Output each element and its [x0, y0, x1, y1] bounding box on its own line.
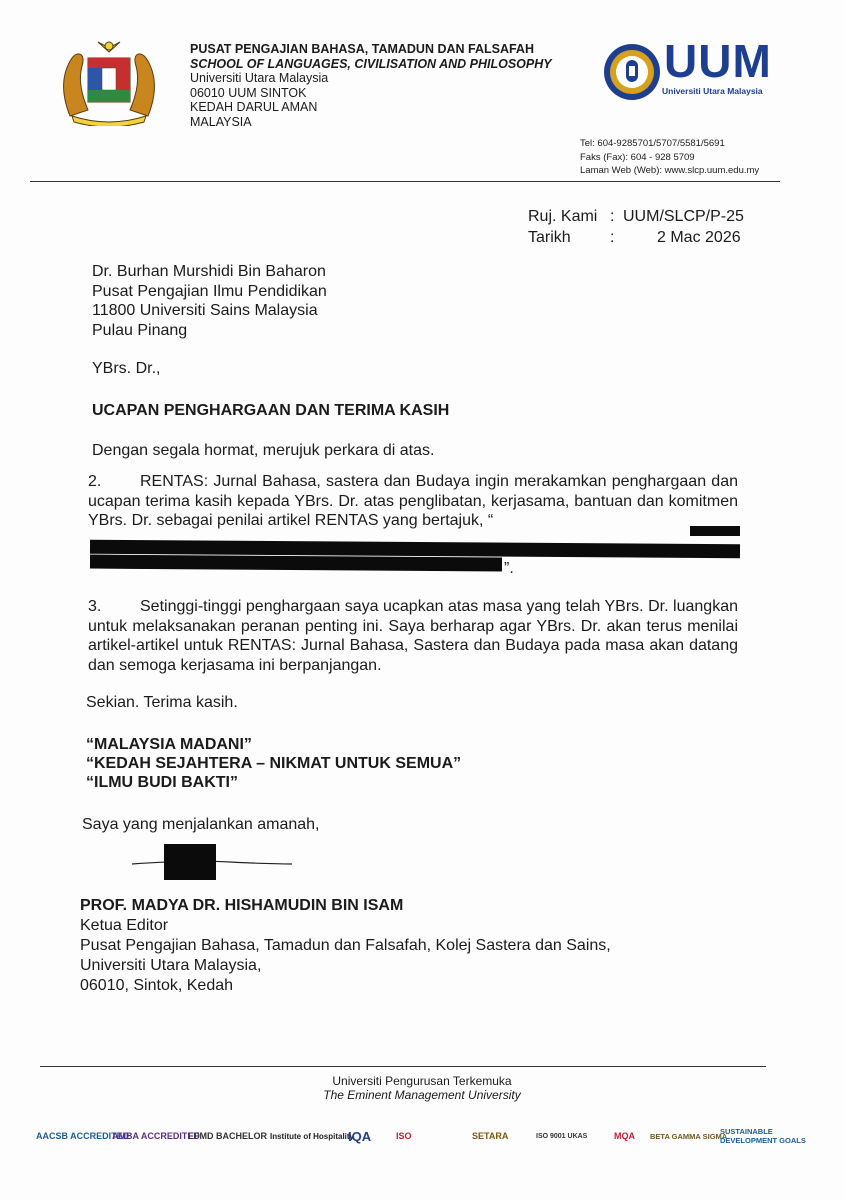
- ref-value: UUM/SLCP/P-25: [623, 208, 744, 225]
- accreditation-logos: [32, 1114, 818, 1164]
- org-address-line: MALAYSIA: [190, 114, 252, 129]
- letter-subject: UCAPAN PENGHARGAAN DAN TERIMA KASIH: [92, 402, 450, 419]
- date-label: Tarikh: [528, 229, 571, 246]
- ref-label: Ruj. Kami: [528, 208, 598, 225]
- recipient-line: 11800 Universiti Sains Malaysia: [92, 302, 318, 319]
- letterhead-organization: [190, 42, 552, 130]
- salutation: YBrs. Dr.,: [92, 360, 161, 377]
- website: Laman Web (Web): www.slcp.uum.edu.my: [580, 165, 760, 177]
- recipient-line: Dr. Burhan Murshidi Bin Baharon: [92, 263, 326, 280]
- slogan: “MALAYSIA MADANI”: [86, 736, 252, 753]
- footer-tagline: [0, 1074, 844, 1102]
- recipient-address: [92, 262, 327, 340]
- paragraph-text: RENTAS: Jurnal Bahasa, sastera dan Budaya ingin merakamkan penghargaan dan ucapan terima kasih kepada YBrs. Dr. atas penglibatan, kerjasama, bantuan dan komitmen YBrs. Dr. sebagai penilai artikel RENTAS yang bertajuk, “: [88, 473, 738, 529]
- org-address-line: KEDAH DARUL AMAN: [190, 100, 318, 115]
- signer-address-line: 06010, Sintok, Kedah: [80, 977, 234, 994]
- uum-wordmark: UUM: [664, 35, 772, 87]
- slogan: “KEDAH SEJAHTERA – NIKMAT UNTUK SEMUA”: [86, 755, 462, 772]
- paragraph-number: 3.: [88, 598, 102, 615]
- contact-info: [580, 137, 759, 178]
- aacsb-logo: AACSB ACCREDITED: [36, 1131, 130, 1141]
- org-address-line: Universiti Utara Malaysia: [190, 71, 329, 86]
- setara-logo: SETARA: [472, 1131, 509, 1141]
- amba-logo: AMBA ACCREDITED: [112, 1131, 200, 1141]
- footer-divider: [40, 1066, 766, 1067]
- footer-line: Universiti Pengurusan Terkemuka: [332, 1074, 512, 1088]
- mqa-logo: MQA: [614, 1131, 635, 1141]
- org-malay-name: PUSAT PENGAJIAN BAHASA, TAMADUN DAN FALSAFAH: [190, 42, 534, 56]
- beta-gamma-sigma-logo: BETA GAMMA SIGMA: [650, 1131, 728, 1141]
- signature-redaction: [164, 844, 216, 880]
- redaction-bar: [90, 555, 502, 572]
- reference-block: [528, 206, 744, 248]
- date-colon: :: [610, 229, 615, 246]
- efmd-logo: EFMD BACHELOR: [188, 1131, 267, 1141]
- signer-address-line: Universiti Utara Malaysia,: [80, 957, 262, 974]
- uum-subtitle: Universiti Utara Malaysia: [662, 86, 763, 96]
- signer-name: PROF. MADYA DR. HISHAMUDIN BIN ISAM: [80, 897, 404, 914]
- fax-number: Faks (Fax): 604 - 928 5709: [580, 151, 695, 163]
- amanah-line: Saya yang menjalankan amanah,: [82, 816, 320, 833]
- ref-colon: :: [610, 208, 615, 225]
- sdg-logo: SUSTAINABLE DEVELOPMENT GOALS: [720, 1127, 806, 1145]
- recipient-line: Pulau Pinang: [92, 321, 188, 339]
- recipient-line: Pusat Pengajian Ilmu Pendidikan: [92, 282, 327, 300]
- date-value: 2 Mac 2026: [657, 229, 741, 246]
- iqa-logo: IQA: [348, 1128, 372, 1144]
- signer-title: Ketua Editor: [80, 917, 169, 934]
- org-english-name: SCHOOL OF LANGUAGES, CIVILISATION AND PHILOSOPHY: [190, 56, 552, 71]
- paragraph-number: 2.: [88, 473, 102, 490]
- opening-line: Dengan segala hormat, merujuk perkara di atas.: [92, 442, 435, 459]
- slogan: “ILMU BUDI BAKTI”: [86, 774, 238, 791]
- iso-logo: ISO: [396, 1131, 412, 1141]
- paragraph-text: Setinggi-tinggi penghargaan saya ucapkan atas masa yang telah YBrs. Dr. luangkan untuk melaksanakan peranan penting ini. Saya berharap agar YBrs. Dr. akan terus menilai artikel-artikel untuk RENTAS: Jurnal Bahasa, Sastera dan Budaya pada masa akan datang dan semoga kerjasama ini berpanjangan.: [88, 598, 738, 674]
- header-divider: [30, 181, 780, 182]
- closing-quote: ”.: [504, 560, 514, 577]
- signer-block: [80, 896, 611, 996]
- footer-line: The Eminent Management University: [323, 1088, 521, 1102]
- uum-logo: [602, 35, 780, 108]
- iso-9001-logo: ISO 9001 UKAS: [536, 1132, 588, 1140]
- paragraph-3: [88, 597, 738, 675]
- hospitality-logo: Institute of Hospitality: [270, 1131, 354, 1141]
- org-address-line: 06010 UUM SINTOK: [190, 85, 307, 100]
- closing-line: Sekian. Terima kasih.: [86, 694, 238, 711]
- paragraph-2: [88, 472, 738, 531]
- redaction-bar: [690, 526, 740, 536]
- signer-address-line: Pusat Pengajian Bahasa, Tamadun dan Falsafah, Kolej Sastera dan Sains,: [80, 937, 611, 954]
- phone-number: Tel: 604-9285701/5707/5581/5691: [580, 138, 725, 149]
- slogans: [86, 735, 461, 792]
- malaysia-coat-of-arms-logo: [52, 36, 166, 126]
- uum-seal-icon: [602, 42, 662, 102]
